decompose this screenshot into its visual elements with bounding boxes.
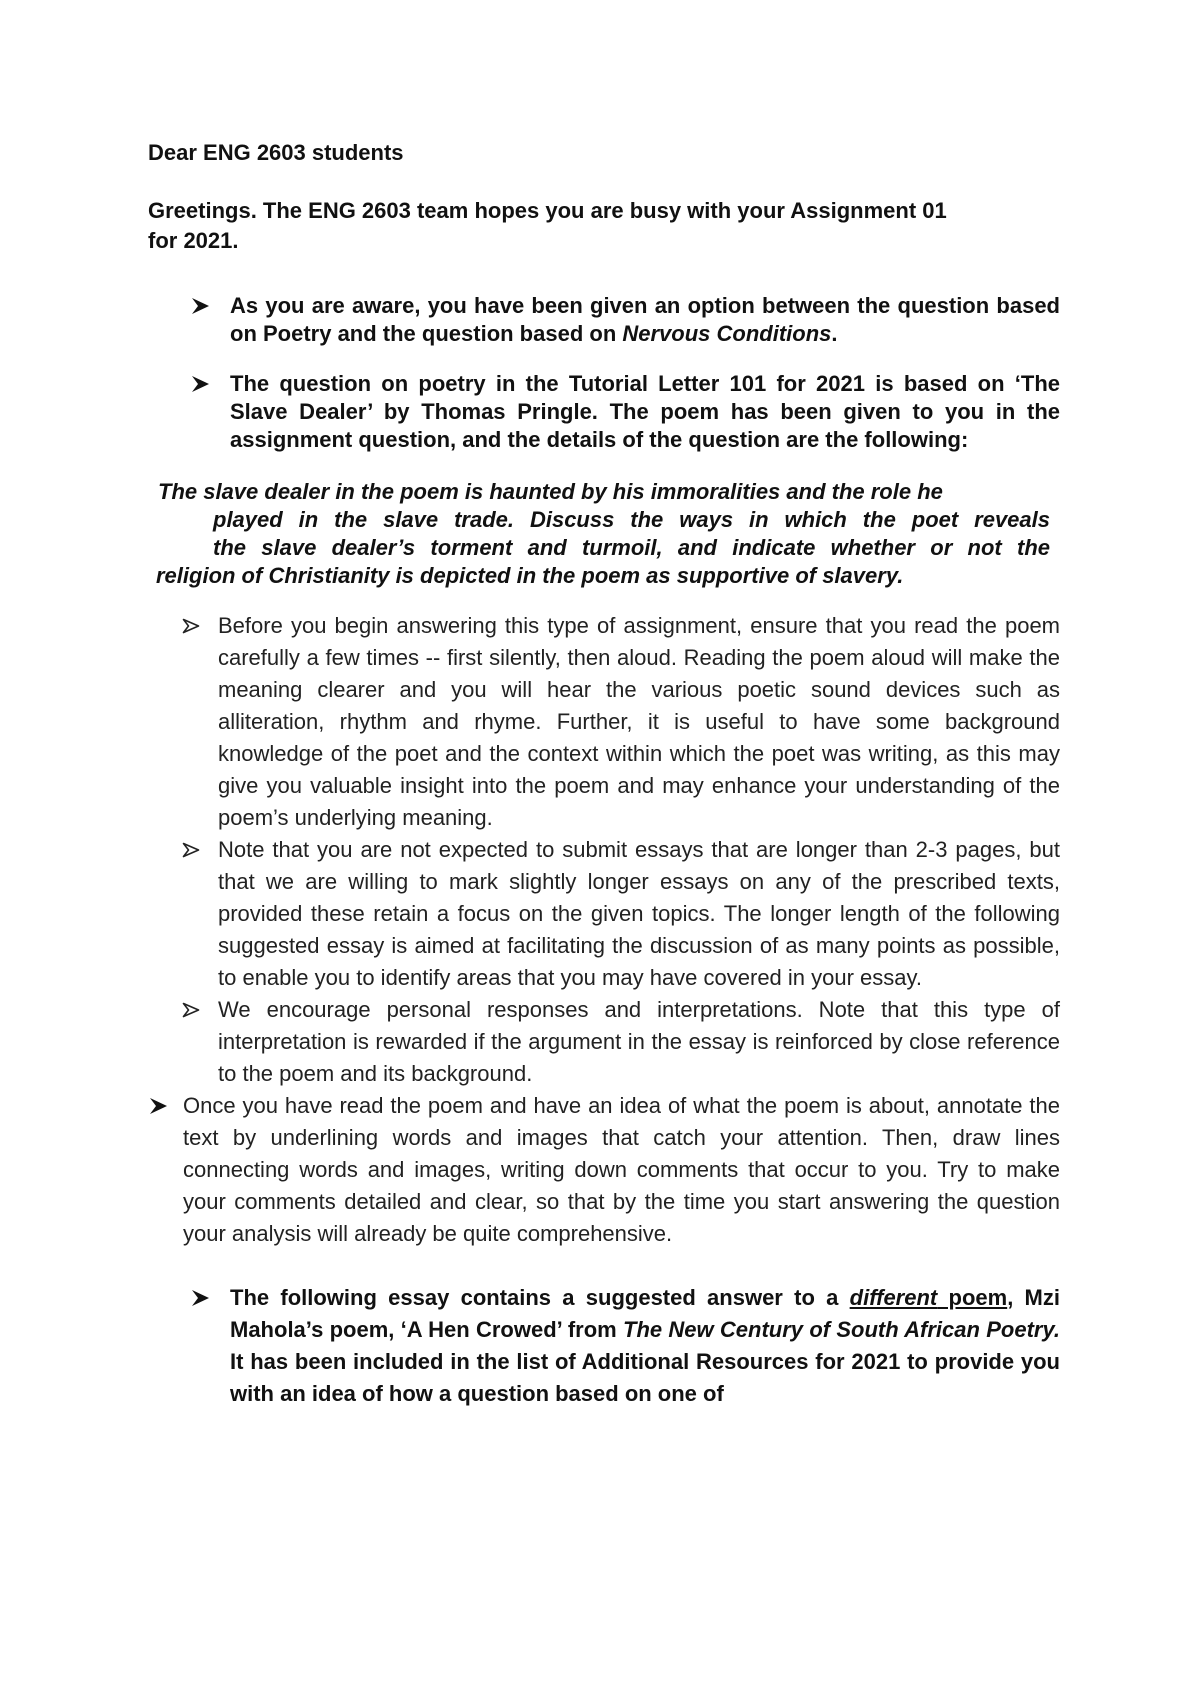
bullet-text: We encourage personal responses and interpretations. Note that this type of interpretation is rewarded if the argument in the essay is reinforced by close reference to the poem and its background. (218, 997, 1060, 1086)
arrowhead-bullet-icon (190, 370, 220, 398)
question-line-4: religion of Christianity is depicted in the poem as supportive of slavery. (156, 563, 904, 588)
greeting-line-1: Greetings. The ENG 2603 team hopes you are busy with your Assignment 01 (148, 198, 947, 223)
bullet-text-italic: Nervous Conditions (622, 321, 832, 346)
bullet-option-choice (148, 292, 1060, 348)
bullet-suggested-essay (148, 1282, 1060, 1410)
arrowhead-outline-bullet-icon (182, 610, 212, 642)
bullet-text: Once you have read the poem and have an idea of what the poem is about, annotate the text by underlining words and images that catch your attention. Then, draw lines connecting words and images, writing down comments that occur to you. Try to make your comments detailed and clear, so that by the time you start answering the question your analysis will already be quite comprehensive. (183, 1093, 1060, 1246)
salutation: Dear ENG 2603 students (148, 140, 404, 165)
bullet-read-poem (148, 610, 1060, 834)
bullet-text: The following essay contains a suggested answer to a (230, 1285, 850, 1310)
letter-body (148, 138, 1060, 1410)
bullet-annotate-text (148, 1090, 1060, 1250)
bullet-text: As you are aware, you have been given an option between the question based on Poetry and the question based on (230, 293, 1060, 346)
bullet-poetry-question (148, 370, 1060, 454)
bullet-essay-length (148, 834, 1060, 994)
question-line-1: The slave dealer in the poem is haunted by his immoralities and the role he (158, 479, 943, 504)
arrowhead-outline-bullet-icon (182, 834, 212, 866)
bullet-text: Before you begin answering this type of assignment, ensure that you read the poem carefully a few times -- first silently, then aloud. Reading the poem aloud will make the meaning clearer and you will hear the various poetic sound devices such as alliteration, rhythm and rhyme. Further, it is useful to have some background knowledge of the poet and the context within which the poet was writing, as this may give you valuable insight into the poem and may enhance your understanding of the poem’s underlying meaning. (218, 613, 1060, 830)
bullet-text: . (831, 321, 838, 346)
question-line-2: played in the slave trade. Discuss the ways in which the poet reveals (213, 507, 1050, 532)
bullet-personal-responses (148, 994, 1060, 1090)
greeting-line-2: for 2021. (148, 228, 239, 253)
bullet-text-italic: The New Century of South African Poetry. (623, 1317, 1060, 1342)
greeting-paragraph (148, 196, 1060, 256)
arrowhead-outline-bullet-icon (182, 994, 212, 1026)
question-line-3: the slave dealer’s torment and turmoil, and indicate whether or not the (213, 535, 1050, 560)
bullet-text: The question on poetry in the Tutorial Letter 101 for 2021 is based on ‘The Slave Dealer’ by Thomas Pringle. The poem has been given to you in the assignment question, and the details of the question are the following: (230, 371, 1060, 452)
bullet-text-underlined: poem (937, 1285, 1008, 1310)
arrowhead-bullet-icon (190, 1282, 220, 1314)
bullet-text: It has been included in the list of Additional Resources for 2021 to provide you with an idea of how a question based on one of (230, 1349, 1060, 1406)
arrowhead-bullet-icon (190, 292, 220, 320)
bullet-text: , Mzi Mahola’s poem, ‘A Hen Crowed’ from (230, 1285, 1060, 1342)
bullet-text-underlined-italic: different (849, 1285, 938, 1310)
bullet-text: Note that you are not expected to submit essays that are longer than 2-3 pages, but that we are willing to mark slightly longer essays on any of the prescribed texts, provided these retain a focus on the given topics. The longer length of the following suggested essay is aimed at facilitating the discussion of as many points as possible, to enable you to identify areas that you may have covered in your essay. (218, 837, 1060, 990)
assignment-question (158, 478, 1060, 590)
arrowhead-bullet-icon (148, 1090, 178, 1122)
